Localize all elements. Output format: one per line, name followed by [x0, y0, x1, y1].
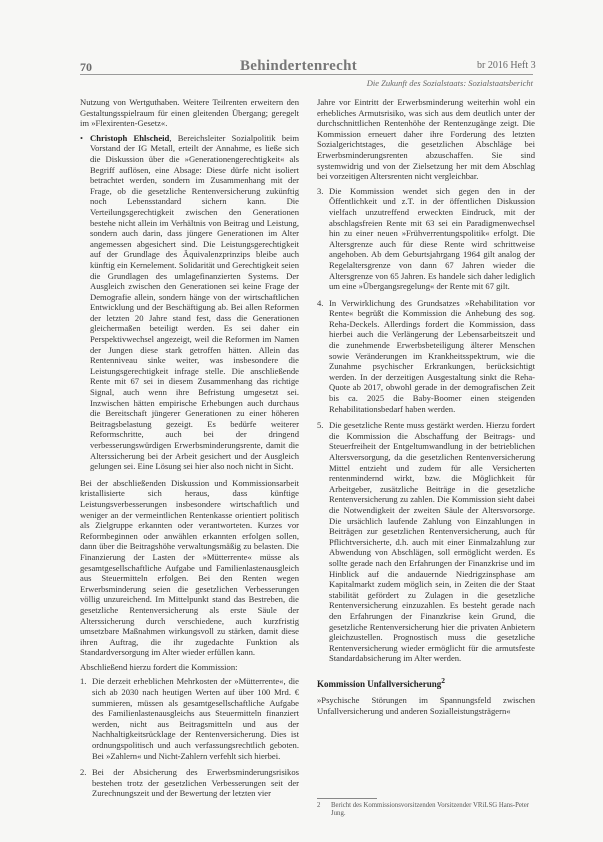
- list-item: [80, 676, 299, 761]
- item-number: 5.: [317, 420, 324, 431]
- footnote-rule: [317, 798, 377, 799]
- item-text: Bei der Absicherung des Erwerbsminderungsrisikos bestehen trotz der gesetzlichen Verbesserungen seit der Zurechnungszeit und der Bewertung der letzten vier: [92, 767, 299, 799]
- item-text: Die gesetzliche Rente muss gestärkt werden. Hierzu fordert die Kommission die Abschaffung der Beitrags- und Steuerfreiheit der Entgeltumwandlung in der betrieblichen Altersversorgung, da die gesetzlichen Rentenversicherung Mittel entzieht und zudem für alle Versicherten rentenmindernd wirkt, bzw. die Möglichkeit für Arbeitgeber, zusätzliche Beiträge in die gesetzliche Rentenversicherung zu zahlen. Die Kommission sieht dabei die Notwendigkeit der zweiten Säule der Altersvorsorge. Die ursächlich laufende Zahlung von Einzahlungen in Beiträgen zur gesetzlichen Rentenversicherung, auch für Pflichtversicherte, d.h. auch mit einer Einmalzahlung zur Abwendung von Abschlägen, soll ermöglicht werden. Es sollte gerade nach den Erfahrungen der Finanzkrise und im Hinblick auf die andauernde Niedrigzinsphase am Kapitalmarkt zudem möglich sein, in Zeiten die der Staat stabilität gefördert zu Zulagen in die gesetzliche Rentenversicherung einzuzahlen. Es besteht gerade nach den Erfahrungen der Finanzkrise kein Grund, die gesetzliche Rentenversicherung hier die privaten Anbietern gleichzustellen. Prognostisch muss die gesetzliche Rentenversicherung wieder ermöglicht für die armutsfeste Standardabsicherung im Alter werden.: [329, 420, 535, 664]
- issue-label: br 2016 Heft 3: [477, 60, 536, 71]
- section-heading: [317, 676, 535, 690]
- footnote-marker: 2: [441, 675, 446, 685]
- item-number: 4.: [317, 297, 324, 308]
- continued-paragraph: Jahre vor Eintritt der Erwerbsminderung weiterhin wohl ein erhebliches Armutsrisiko, was sich aus dem deutlich unter der durchschnittlichen Rentenhöhe der Rentenzugänge zeigt. Die Kommission erneuert daher ihre Forderung des letzten Sozialgerichtstages, die gesetzlichen Abschläge bei Erwerbsminderungsrenten abzuschaffen. Sie sind systemwidrig und von der Zielsetzung her mit dem Abschlag bei vorzeitigen Altersrenten nicht vergleichbar.: [317, 97, 535, 182]
- item-number: 2.: [80, 767, 87, 778]
- bullet-text: , Bereichsleiter Sozialpolitik beim Vorstand der IG Metall, erteilt der Annahme, es ließe sich die Diskussion über die »Generationengerechtigkeit« als Begriff auflösen, eine Absage: Diese dürfe nicht isoliert betrachtet werden, sondern im Zusammenhang mit der Frage, ob die gesetzliche Rentenversicherung zukünftig noch Lebensstandard sichern kann. Die Verteilungsgerechtigkeit zwischen den Generationen bestehe nicht allein im Verhältnis von Beitrag und Leistung, sondern auch darin, dass jüngere Generationen im Alter angemessen abgesichert sind. Die Leistungsgerechtigkeit auf der Grundlage des Äquivalenzprinzips bleibe auch künftig ein Kernelement. Solidarität und Gerechtigkeit seien die Grundlagen des umlagefinanzierten Systems. Der Ausgleich zwischen den Generationen sei keine Frage der Demografie allein, sondern hänge von der wirtschaftlichen Entwicklung und der Beschäftigung ab. Bei allen Reformen der letzten 20 Jahre stand fest, dass die Generationen gleichermaßen beteiligt werden. Es sei daher ein Perspektivwechsel angezeigt, weil die Reformen im Namen der Jungen diese stark getroffen hätten. Allein das Rentenniveau sinke weiter, was insbesondere die Leistungsgerechtigkeit infrage stelle. Die anschließende Rente mit 67 sei in diesem Zusammenhang das richtige Signal, auch wenn ihre Befristung umgesetzt sei. Inzwischen hätten empirische Erhebungen auch durchaus die Bereitschaft jüngerer Generationen zu einer höheren Beitragsbelastung gezeigt. Es bedürfe weiterer Reformschritte, auch bei der dringend verbesserungswürdigen Erwerbsminderungsrente, damit die Alterssicherung bei der Arbeit gesichert und der Ausgleich gelungen sei. Eine Lösung sei hier also noch nicht in Sicht.: [90, 132, 299, 472]
- list-item: [317, 298, 535, 415]
- demands-intro: Abschließend hierzu fordert die Kommission:: [80, 661, 238, 672]
- bullet-icon: •: [80, 132, 84, 143]
- bullet-ehlscheid: [80, 133, 299, 472]
- section-title: Kommission Unfallversicherung: [317, 678, 442, 689]
- right-column: [317, 97, 535, 721]
- journal-title: Behindertenrecht: [240, 58, 358, 74]
- page-number: 70: [80, 60, 92, 74]
- item-number: 3.: [317, 185, 324, 196]
- item-number: 1.: [80, 676, 87, 687]
- footnote-text: Bericht des Kommissionsvorsitzenden Vorsitzender VRiLSG Hans-Peter Jung.: [331, 802, 530, 818]
- item-text: In Verwirklichung des Grundsatzes »Rehabilitation vor Rente« begrüßt die Kommission die Anhebung des sog. Reha-Deckels. Allerdings fordert die Kommission, dass hierbei auch die Verlängerung der Lebensarbeitszeit und die zunehmende Erwerbsbeteiligung älterer Menschen sowie Veränderungen im Krankheitsspektrum, wie die Zunahme psychischer Erkrankungen, berücksichtigt werden. In der derzeitigen Ausgestaltung sinkt die Reha-Quote ab 2017, obwohl gerade in der demografischen Zeit bis ca. 2025 die Baby-Boomer einen steigenden Rehabilitationsbedarf haben werden.: [329, 297, 535, 414]
- footnote-number: 2: [317, 802, 321, 809]
- list-item: [317, 420, 535, 664]
- left-column: [80, 97, 299, 805]
- section-paragraph: »Psychische Störungen im Spannungsfeld zwischen Unfallversicherung und anderen Sozialleistungsträgern«: [317, 695, 535, 717]
- bullet-name: Christoph Ehlscheid: [90, 132, 170, 143]
- footnote: [317, 802, 535, 819]
- running-subtitle: Die Zukunft des Sozialstaats: Sozialstaatsbericht: [366, 78, 533, 88]
- list-item: [80, 767, 299, 799]
- list-item: [317, 186, 535, 292]
- item-text: Die Kommission wendet sich gegen den in der Öffentlichkeit und z.T. in der öffentlichen Diskussion vielfach unzutreffend erweckten Eindruck, mit der abschlagsfreien Rente mit 63 sei ein Paradigmenwechsel hin zu einer neuen »Frühverrentungspolitik« erfolgt. Die Altersgrenze auch für diese Rente wird schrittweise angehoben. Ab dem Geburtsjahrgang 1964 gilt analog der Regelaltersgrenze von dann 67 Jahren wieder die Altersgrenze von 65 Jahren. Es handele sich daher lediglich um eine »Übergangsregelung« der Rente mit 67 gilt.: [329, 185, 535, 292]
- item-text: Die derzeit erheblichen Mehrkosten der »Mütterrente«, die sich ab 2030 nach heutigen Werten auf über 100 Mrd. € summieren, müssen als gesamtgesellschaftliche Aufgabe des Familienlastenausgleichs aus Steuermitteln finanziert werden, nicht aus Beitragsmitteln und aus der Nachhaltigkeitsrücklage der Rentenversicherung. Dies ist ordnungspolitisch und auch verfassungsrechtlich geboten. Bei »Zahlern« und Nicht-Zahlern verfehlt sich hierbei.: [92, 676, 299, 761]
- header-rule: [80, 74, 533, 75]
- intro-paragraph: Nutzung von Wertguthaben. Weitere Teilrenten erweitern den Gestaltungsspielraum für einen gleitenden Übergang; geregelt im »Flexirenten-Gesetz«.: [80, 97, 299, 129]
- discussion-paragraph: Bei der abschließenden Diskussion und Kommissionsarbeit kristallisierte sich heraus, dass künftige Leistungsverbesserungen insbesondere wirtschaftlich und weniger an der vermeintlichen Rentenkasse orientiert politisch als Zielgruppe erkannten oder verantworteten. Kurzes vor Reformbeginnen oder anwählen erkannten erfolgen sollen, dann über die Beitragshöhe verwaltungsmäßig zu belasten. Die Finanzierung der Lasten der »Mütterrente« müsse als gesamtgesellschaftliche Aufgabe und Familienlastenausgleich aus Steuermitteln erfolgen. Bei den Renten wegen Erwerbsminderung seien die gesetzlichen Verbesserungen völlig unzureichend. Im Mittelpunkt stand das Bestreben, die gesetzliche Rentenversicherung als erste Säule der Alterssicherung durch verschiedene, auch kurzfristig umsetzbare Maßnahmen wirkungsvoll zu stärken, damit diese ihren Auftrag, die ihr zugedachte Funktion als Standardversorgung im Alter wieder erfüllen kann.: [80, 477, 299, 658]
